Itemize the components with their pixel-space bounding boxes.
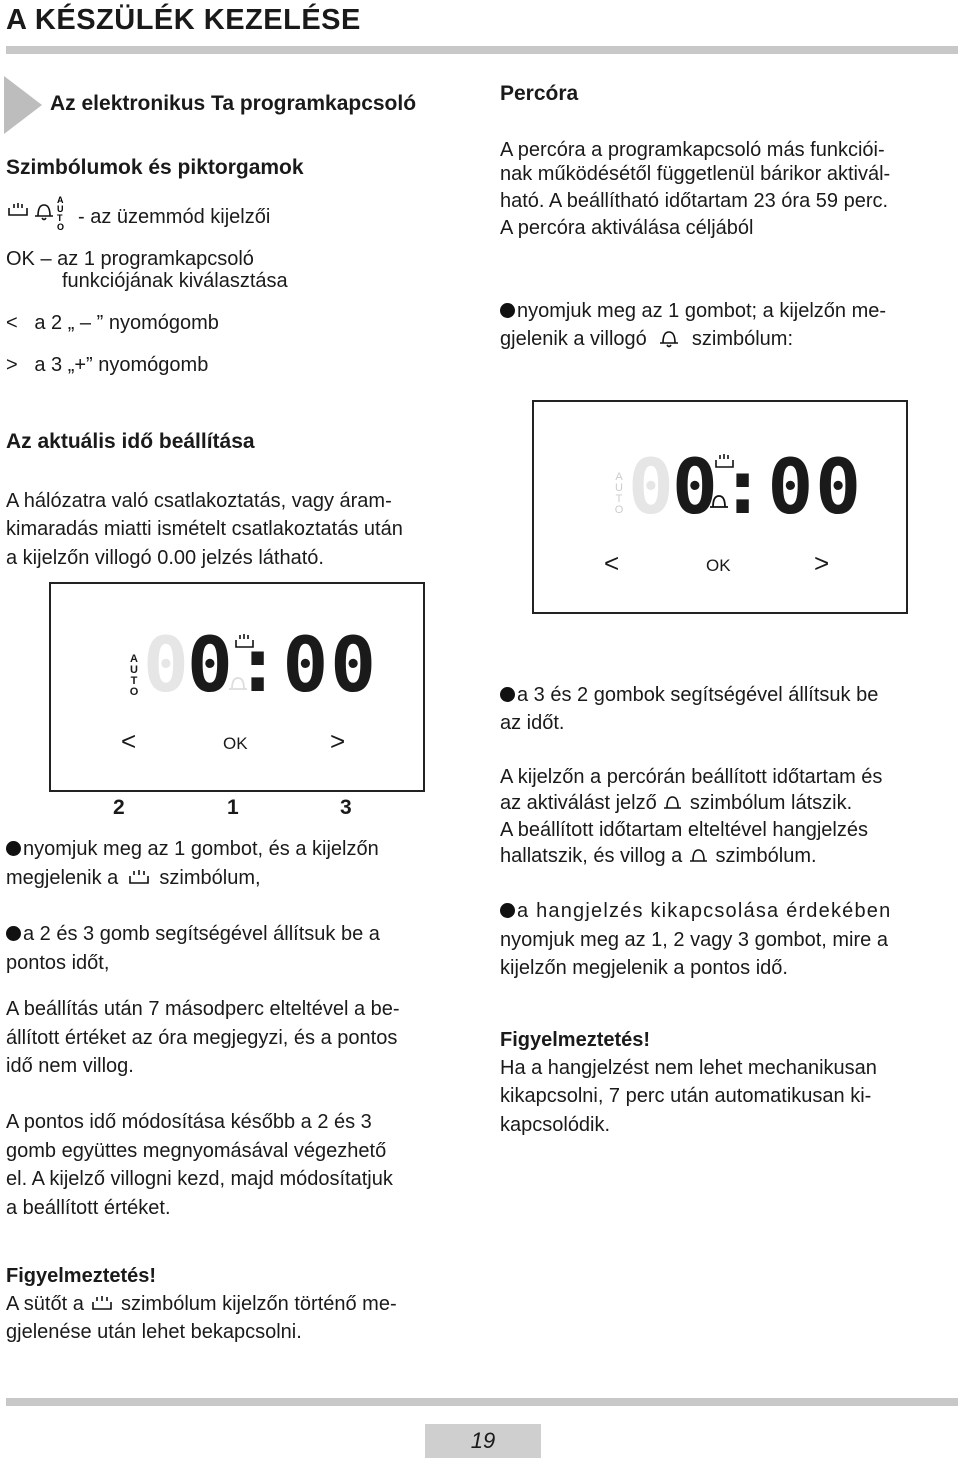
footer-rule [6,1398,958,1406]
bullet-text: szimbólum: [691,328,794,350]
minus-button-line: < a 2 „ – ” nyomógomb [6,312,219,334]
left-warning-line-1 [6,1290,397,1319]
timer-display-panel [532,400,908,614]
right-bullet-1-line-2 [500,325,793,354]
svg-text:O: O [57,222,65,232]
symbols-title: Szimbólumok és piktorgamok [6,156,304,179]
bell-icon [708,490,730,512]
plus-button[interactable]: > [330,726,346,756]
right-bullet-2-line-1 [500,681,878,710]
timer-title: Percóra [500,82,579,105]
para-text: szimbólum. [715,845,817,867]
time-p1-l3: a kijelzőn villogó 0.00 jelzés látható. [6,547,324,569]
bullet-text: nyomjuk meg az 1 gombot, és a kijelzőn [23,838,379,860]
left-bullet-2-line-2: pontos időt, [6,952,110,974]
right-bullet-3-line-3: kijelzőn megjelenik a pontos idő. [500,957,788,979]
plus-button[interactable]: > [814,548,830,578]
time-p1-l2: kimaradás miatti ismételt csatlakoztatás után [6,518,403,540]
right-p1-l4: A percóra aktiválása céljából [500,217,754,239]
auto-indicator: AUTO [614,471,624,516]
bullet-icon [6,926,21,941]
bell-icon [227,672,249,694]
page-title: A KÉSZÜLÉK KEZELÉSE [6,4,361,36]
auto-icon: A [57,195,64,205]
left-bullet-1-line-2 [6,864,261,893]
left-bullet-1-line-1 [6,835,379,864]
right-p2-l1: A kijelzőn a percórán beállított időtartam és [500,766,883,788]
left-p2-l1: A beállítás után 7 másodperc elteltével a be- [6,998,400,1020]
right-p2-l2 [500,789,852,818]
bullet-text: szimbólum, [159,867,261,889]
left-p3-l3: el. A kijelző villogni kezd, majd módosítatjuk [6,1168,393,1190]
button-number-1: 1 [227,796,239,819]
clock-time-readout: 0:00 [187,620,379,709]
para-text: hallatszik, és villog a [500,845,683,867]
page-number: 19 [470,1428,496,1453]
button-number-3: 3 [340,796,352,819]
bullet-icon [500,303,515,318]
para-text: szimbólum látszik. [689,792,853,814]
right-bullet-2-line-2: az időt. [500,712,565,734]
right-warning-line-1: Ha a hangjelzést nem lehet mechanikusan [500,1057,877,1079]
right-p1-l3: ható. A beállítható időtartam 23 óra 59 perc. [500,190,889,212]
button-number-2: 2 [113,796,125,819]
oven-icon [234,632,256,652]
bullet-text: nyomjuk meg az 1 gombot; a kijelzőn me- [517,300,887,322]
left-p2-l2: állított értéket az óra megjegyzi, és a pontos [6,1027,398,1049]
right-p1-l1: A percóra a programkapcsoló más funkciói- [500,139,885,161]
ok-button[interactable]: OK [706,556,731,575]
right-bullet-3-line-1 [500,897,891,926]
minus-button[interactable]: < [604,548,620,578]
timer-time-readout: 0:00 [672,442,864,531]
para-text: az aktiválást jelző [500,792,657,814]
left-bullet-2-line-1 [6,920,380,949]
bullet-icon [6,841,21,856]
section-title: Az elektronikus Ta programkapcsoló [50,92,417,115]
bullet-text: megjelenik a [6,867,119,889]
right-warning-title: Figyelmeztetés! [500,1029,651,1051]
clock-display-panel [49,582,425,792]
right-bullet-1-line-1 [500,297,886,326]
bullet-text: a 3 és 2 gombok segítségével állítsuk be [517,684,879,706]
right-p2-l4 [500,842,817,871]
header-rule [6,46,958,54]
left-p3-l4: a beállított értéket. [6,1197,171,1219]
mode-symbols [6,194,86,234]
time-p1-l1: A hálózatra való csatlakoztatás, vagy áram- [6,490,392,512]
warning-text: szimbólum kijelzőn történő me- [120,1293,397,1315]
time-setting-title: Az aktuális idő beállítása [6,430,255,453]
page-number-box [425,1424,541,1458]
mode-icons-svg [6,194,86,234]
oven-icon [124,867,154,887]
left-warning-line-2: gjelenése után lehet bekapcsolni. [6,1321,302,1343]
bullet-text: a hangjelzés kikapcsolása érdekében [517,900,892,922]
bell-icon [662,792,684,812]
mode-description: - az üzemmód kijelzői [78,206,271,228]
bullet-text: gjelenik a villogó [500,328,647,350]
bullet-icon [500,687,515,702]
ghost-digit: 0 [628,442,674,531]
bell-icon [35,205,53,220]
bullet-icon [500,903,515,918]
left-p2-l3: idő nem villog. [6,1055,134,1077]
left-p3-l2: gomb együttes megnyomásával végezhető [6,1140,387,1162]
svg-text:U: U [57,204,64,214]
left-warning-title: Figyelmeztetés! [6,1265,157,1287]
ghost-digit: 0 [143,620,189,709]
oven-icon [89,1293,115,1313]
ok-button[interactable]: OK [223,734,248,753]
right-p2-l3: A beállított időtartam elteltével hangjelzés [500,819,868,841]
bell-icon [652,326,686,348]
bullet-text: a 2 és 3 gomb segítségével állítsuk be a [23,923,380,945]
warning-text: A sütőt a [6,1293,84,1315]
right-warning-line-2: kikapcsolni, 7 perc után automatikusan ki- [500,1085,872,1107]
ok-line-1: OK – az 1 programkapcsoló [6,248,254,270]
ok-line-2: funkciójának kiválasztása [62,270,288,292]
right-bullet-3-line-2: nyomjuk meg az 1, 2 vagy 3 gombot, mire a [500,929,888,951]
right-p1-l2: nak működésétől függetlenül bárikor aktivál- [500,163,891,185]
oven-icon [9,203,27,215]
auto-indicator: AUTO [129,653,139,698]
minus-button[interactable]: < [121,726,137,756]
right-warning-line-3: kapcsolódik. [500,1114,611,1136]
left-p3-l1: A pontos idő módosítása később a 2 és 3 [6,1111,372,1133]
oven-icon [714,452,736,472]
section-arrow-icon [4,76,42,134]
svg-text:T: T [57,213,63,223]
bell-icon [688,845,710,865]
plus-button-line: > a 3 „+” nyomógomb [6,354,209,376]
